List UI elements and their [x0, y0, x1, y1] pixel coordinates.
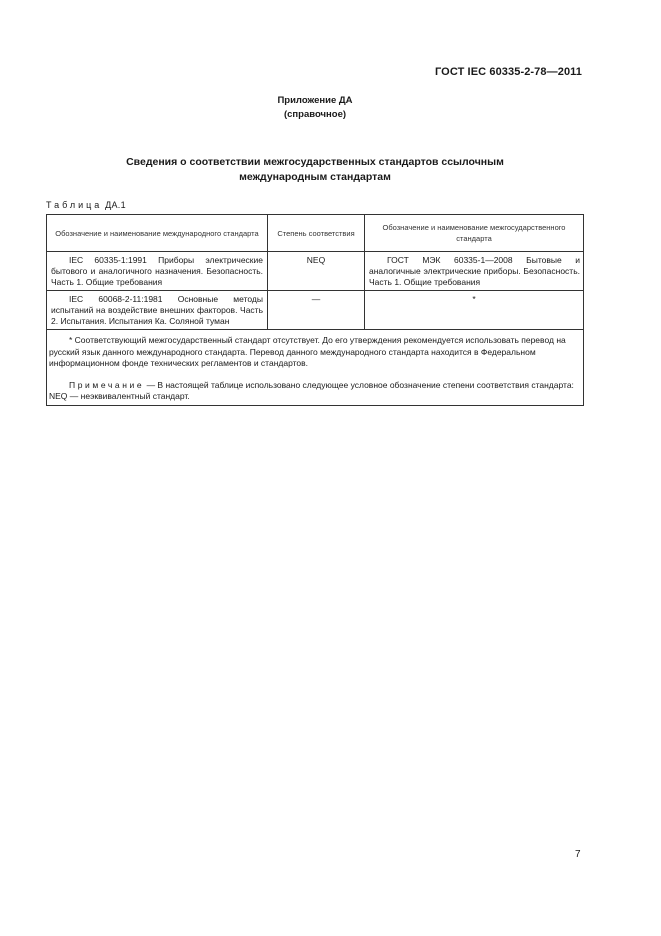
section-title-line-1: Сведения о соответствии межгосударственных стандартов ссылочным	[126, 156, 504, 168]
note-text: — В настоящей таблице использовано следующее условное обозначение степени соответствия стандарта:	[144, 379, 574, 390]
section-title-line-2: международным стандартам	[239, 171, 391, 183]
note-definition: NEQ — неэквивалентный стандарт.	[49, 391, 190, 401]
table-caption-id: ДА.1	[105, 200, 126, 210]
correspondence-table	[46, 214, 584, 406]
cell-interstate-standard: ГОСТ МЭК 60335-1—2008 Бытовые и аналогичные электрические приборы. Безопасность. Часть 1. Общие требования	[365, 252, 584, 291]
table-caption	[46, 200, 126, 210]
table-row	[47, 252, 584, 291]
table-note	[49, 380, 580, 392]
cell-degree: —	[268, 291, 365, 330]
column-header-interstate: Обозначение и наименование межгосударственного стандарта	[365, 215, 584, 252]
footnote-text: * Соответствующий межгосударственный стандарт отсутствует. До его утверждения рекомендуется использовать перевод на русский язык данного международного стандарта. Перевод данного международного стандарта находится в Федеральном информационном фонде технических регламентов и стандартов.	[49, 335, 566, 368]
annex-subtitle: (справочное)	[283, 109, 347, 120]
table-header-row	[47, 215, 584, 252]
page-number: 7	[575, 849, 581, 860]
column-header-international: Обозначение и наименование международного стандарта	[47, 215, 268, 252]
cell-international-standard: IEC 60068-2-11:1981 Основные методы испытаний на воздействие внешних факторов. Часть 2. Испытания. Испытания Ка. Соляной туман	[47, 291, 268, 330]
note-label: Примечание	[69, 379, 145, 390]
cell-international-standard: IEC 60335-1:1991 Приборы электрические бытового и аналогичного назначения. Безопасность. Часть 1. Общие требования	[47, 252, 268, 291]
table-footnote-cell	[47, 330, 584, 406]
section-title	[0, 155, 630, 185]
document-code: ГОСТ IEC 60335-2-78—2011	[434, 66, 582, 78]
cell-interstate-standard: *	[365, 291, 584, 330]
column-header-degree: Степень соответствия	[268, 215, 365, 252]
table-caption-word: Таблица	[46, 200, 103, 210]
annex-title: Приложение ДА	[277, 95, 353, 106]
table-row	[47, 291, 584, 330]
table-footnote-row	[47, 330, 584, 406]
annex-heading	[0, 94, 630, 122]
cell-degree: NEQ	[268, 252, 365, 291]
